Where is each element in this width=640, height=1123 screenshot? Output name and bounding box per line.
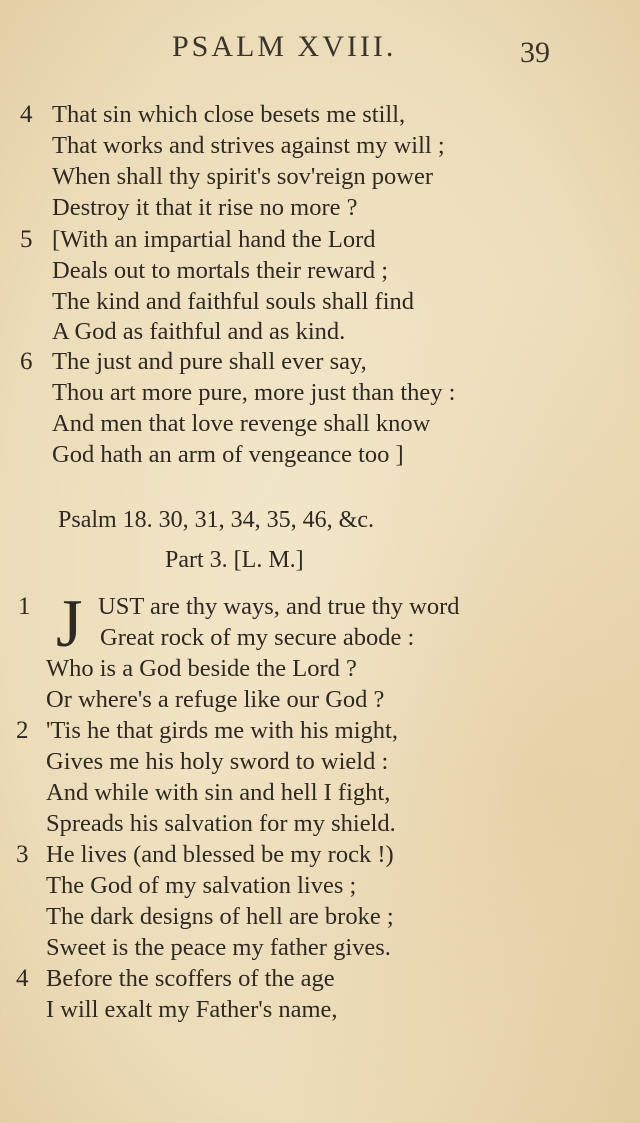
stanza-number: 6 [20, 348, 33, 375]
verse-line: A God as faithful and as kind. [52, 318, 346, 345]
verse-line: I will exalt my Father's name, [46, 996, 338, 1023]
verse-line: He lives (and blessed be my rock !) [46, 841, 394, 868]
verse-line: Or where's a refuge like our God ? [46, 686, 385, 713]
verse-line: Who is a God beside the Lord ? [46, 655, 357, 682]
verse-line: That works and strives against my will ; [52, 132, 445, 159]
verse-line: The dark designs of hell are broke ; [46, 903, 394, 930]
verse-line: Deals out to mortals their reward ; [52, 257, 389, 284]
verse-line: Sweet is the peace my father gives. [46, 934, 391, 961]
verse-line: That sin which close besets me still, [52, 101, 406, 128]
verse-line: Spreads his salvation for my shield. [46, 810, 396, 837]
verse-line: Destroy it that it rise no more ? [52, 194, 358, 221]
verse-line: 'Tis he that girds me with his might, [46, 717, 398, 744]
verse-line: The just and pure shall ever say, [52, 348, 367, 375]
verse-line: When shall thy spirit's sov'reign power [52, 163, 434, 190]
stanza-number: 4 [20, 101, 33, 128]
verse-line: Thou art more pure, more just than they : [52, 379, 456, 406]
verse-line: God hath an arm of vengeance too ] [52, 441, 404, 468]
stanza-number: 2 [16, 717, 29, 744]
verse-line: Great rock of my secure abode : [100, 624, 415, 651]
verse-line: The God of my salvation lives ; [46, 872, 357, 899]
stanza-number: 3 [16, 841, 29, 868]
verse-line: [With an impartial hand the Lord [52, 226, 376, 253]
verse-line: And men that love revenge shall know [52, 410, 431, 437]
page-number: 39 [520, 36, 550, 69]
verse-line: Before the scoffers of the age [46, 965, 335, 992]
verse-line: UST are thy ways, and true thy word [98, 593, 460, 620]
drop-cap: J [56, 585, 83, 661]
psalm-heading: Psalm 18. 30, 31, 34, 35, 46, &c. [58, 507, 374, 533]
verse-line: The kind and faithful souls shall find [52, 288, 414, 315]
psalm-subheading: Part 3. [L. M.] [165, 547, 304, 573]
stanza-number: 1 [18, 593, 31, 620]
running-title: PSALM XVIII. [172, 30, 397, 63]
verse-line: Gives me his holy sword to wield : [46, 748, 389, 775]
stanza-number: 4 [16, 965, 29, 992]
stanza-number: 5 [20, 226, 33, 253]
verse-line: And while with sin and hell I fight, [46, 779, 391, 806]
